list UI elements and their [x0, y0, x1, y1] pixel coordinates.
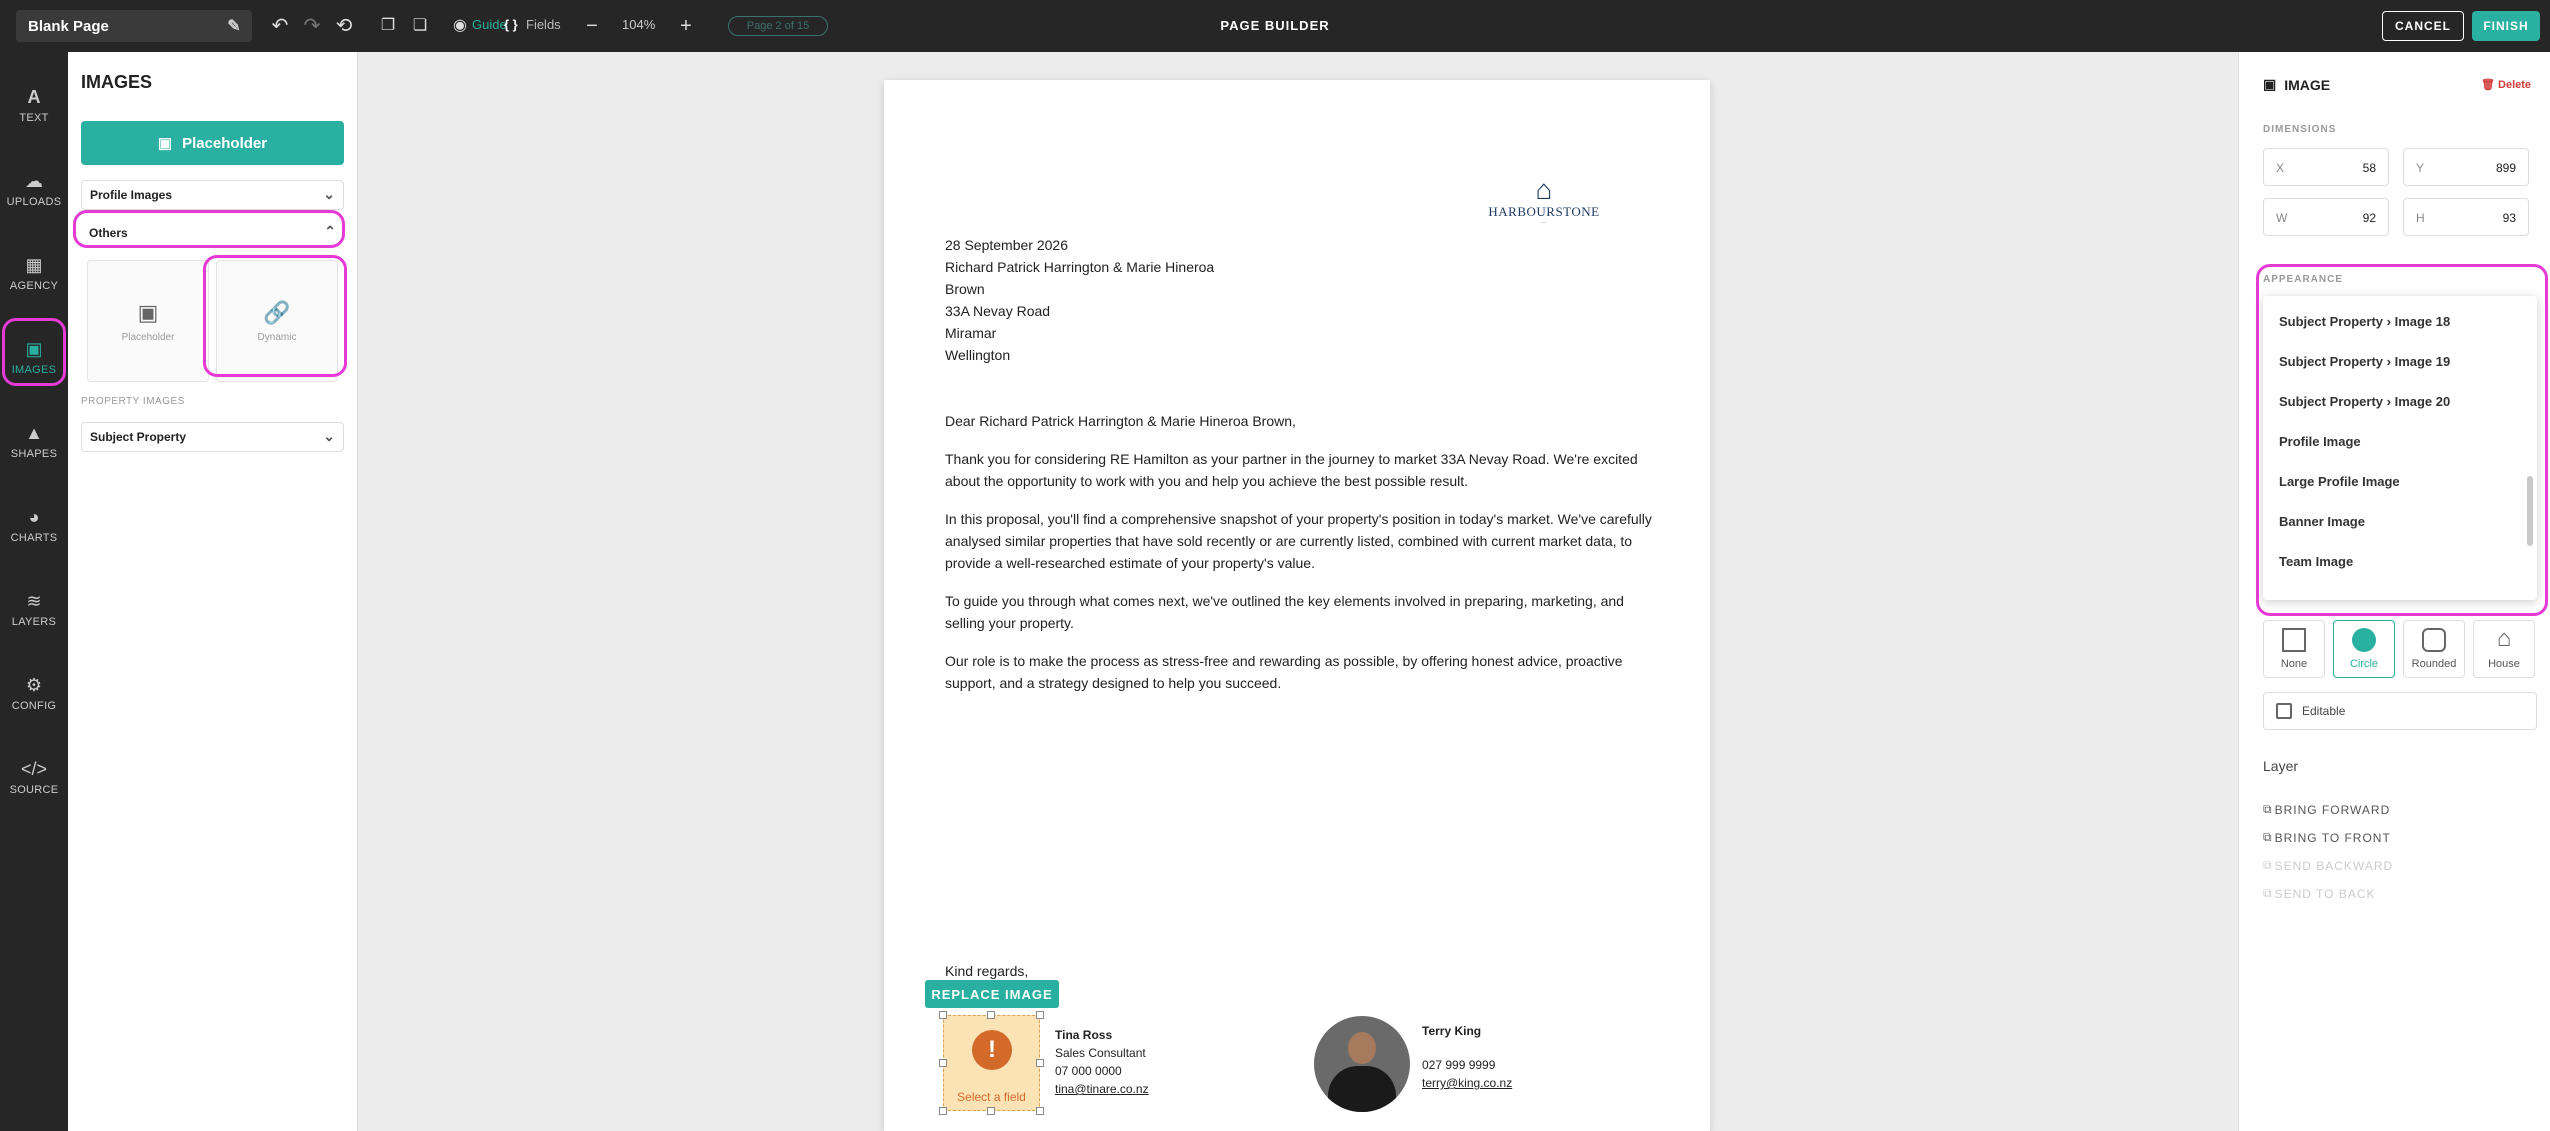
- subject-property-accordion[interactable]: [81, 422, 344, 452]
- letter-greeting[interactable]: Dear Richard Patrick Harrington & Marie Hineroa Brown,: [945, 413, 1296, 429]
- dropdown-option[interactable]: Banner Image: [2279, 514, 2365, 529]
- rail-label: TEXT: [19, 112, 49, 124]
- address-line[interactable]: Brown: [945, 281, 985, 297]
- address-line[interactable]: Wellington: [945, 347, 1011, 363]
- left-rail: [0, 52, 68, 1131]
- spacer: [1422, 1040, 1512, 1056]
- accordion-label: Others: [89, 226, 128, 240]
- layer-label: BRING TO FRONT: [2274, 830, 2391, 845]
- editable-label: Editable: [2302, 704, 2346, 718]
- agent-phone: 07 000 0000: [1055, 1064, 1122, 1078]
- document-name: Blank Page: [28, 17, 109, 35]
- select-field-text: Select a field: [957, 1090, 1026, 1104]
- house-icon: ⌂: [2496, 625, 2512, 652]
- circle-icon: [2352, 628, 2376, 652]
- rail-item-shapes[interactable]: [0, 406, 68, 476]
- agent-name: Terry King: [1422, 1024, 1482, 1038]
- rail-item-layers[interactable]: [0, 574, 68, 644]
- dimensions-label: DIMENSIONS: [2263, 124, 2337, 135]
- undo-icon[interactable]: ↶: [271, 15, 289, 37]
- image-icon: ▣: [137, 299, 159, 325]
- replace-image-button[interactable]: REPLACE IMAGE: [925, 980, 1059, 1008]
- rail-label: UPLOADS: [6, 196, 62, 208]
- field-value: 899: [2495, 161, 2516, 175]
- pie-chart-icon: ◕: [28, 507, 40, 527]
- dropdown-option[interactable]: Large Profile Image: [2279, 474, 2400, 489]
- gear-icon: ⚙: [25, 675, 43, 695]
- panel-title: IMAGES: [81, 72, 153, 92]
- chevron-down-icon: ⌄: [323, 186, 335, 202]
- history-icon[interactable]: ⟲: [335, 15, 353, 37]
- dropdown-option[interactable]: Subject Property › Image 20: [2279, 394, 2451, 409]
- shape-house-option[interactable]: [2473, 620, 2535, 678]
- zoom-level: 104%: [622, 17, 656, 32]
- eye-icon[interactable]: ◉: [453, 17, 467, 34]
- zoom-in-icon[interactable]: +: [680, 15, 692, 37]
- cancel-button[interactable]: CANCEL: [2382, 11, 2464, 41]
- finish-button[interactable]: FINISH: [2472, 11, 2540, 41]
- field-label: X: [2276, 161, 2285, 175]
- h-field[interactable]: [2403, 198, 2529, 236]
- section-label: PROPERTY IMAGES: [81, 396, 185, 407]
- properties-panel: [2238, 52, 2550, 1131]
- text-icon: A: [27, 87, 41, 107]
- shape-rounded-option[interactable]: [2403, 620, 2465, 678]
- resize-handle[interactable]: [987, 1107, 995, 1115]
- selected-image-placeholder[interactable]: [943, 1015, 1040, 1111]
- zoom-out-icon[interactable]: −: [586, 15, 598, 37]
- rail-label: IMAGES: [11, 364, 57, 376]
- address-line[interactable]: 33A Nevay Road: [945, 303, 1051, 319]
- resize-handle[interactable]: [939, 1011, 947, 1019]
- bring-forward-button[interactable]: [2263, 802, 2390, 817]
- code-icon: </>: [20, 759, 48, 779]
- layer-title: Layer: [2263, 758, 2299, 774]
- x-field[interactable]: [2263, 148, 2389, 186]
- appearance-label: APPEARANCE: [2263, 274, 2344, 285]
- resize-handle[interactable]: [939, 1107, 947, 1115]
- agent1-signature[interactable]: [1055, 1026, 1149, 1098]
- rail-item-text[interactable]: [0, 70, 68, 140]
- placeholder-button-label: Placeholder: [182, 134, 268, 152]
- resize-handle[interactable]: [987, 1011, 995, 1019]
- rail-item-uploads[interactable]: [0, 154, 68, 224]
- alert-icon: !: [972, 1030, 1012, 1070]
- field-label: W: [2276, 211, 2288, 225]
- shape-label: House: [2488, 658, 2520, 670]
- letter-closing[interactable]: Kind regards,: [945, 963, 1029, 979]
- redo-icon[interactable]: ↷: [303, 15, 321, 37]
- app-title: PAGE BUILDER: [1220, 18, 1330, 33]
- field-value: 92: [2362, 211, 2376, 225]
- rail-item-agency[interactable]: [0, 238, 68, 308]
- image-icon: ▣: [2263, 76, 2277, 92]
- layer-label: SEND TO BACK: [2274, 886, 2376, 901]
- layer-icon: ⧉: [2263, 802, 2273, 816]
- rounded-square-icon: [2422, 628, 2446, 652]
- avatar[interactable]: [1314, 1016, 1410, 1112]
- layer-icon: ⧉: [2263, 830, 2273, 844]
- agent2-signature[interactable]: [1422, 1022, 1512, 1092]
- properties-title-text: IMAGE: [2284, 76, 2331, 93]
- letter-paragraph[interactable]: Our role is to make the process as stress-free and rewarding as possible, by offering honest advice, proactive support, and a strategy designed to help you succeed.: [945, 653, 1623, 691]
- document-page[interactable]: [884, 80, 1710, 1131]
- shape-label: None: [2280, 658, 2308, 670]
- house-icon: ⌂: [1535, 174, 1553, 205]
- image-icon: ▣: [25, 339, 43, 359]
- trash-icon: 🗑: [2481, 79, 2495, 91]
- w-field[interactable]: [2263, 198, 2389, 236]
- cloud-upload-icon: ☁: [25, 171, 43, 191]
- page-indicator[interactable]: Page 2 of 15: [728, 16, 828, 36]
- agent-phone: 027 999 9999: [1422, 1058, 1496, 1072]
- accordion-label: Subject Property: [90, 430, 187, 444]
- paste-icon[interactable]: ❏: [412, 17, 428, 34]
- copy-icon[interactable]: ❐: [380, 17, 396, 34]
- y-field[interactable]: [2403, 148, 2529, 186]
- shapes-icon: ▲: [25, 423, 43, 443]
- rail-label: CONFIG: [11, 700, 57, 712]
- chevron-up-icon: ⌃: [324, 223, 336, 239]
- shape-none-option[interactable]: [2263, 620, 2325, 678]
- shape-label: Circle: [2349, 658, 2379, 670]
- highlight-dropdown: [2256, 264, 2548, 616]
- shape-circle-option[interactable]: [2333, 620, 2395, 678]
- checkbox-icon: [2276, 703, 2292, 719]
- field-value: 58: [2362, 161, 2376, 175]
- chevron-down-icon: ⌄: [323, 428, 335, 444]
- placeholder-tile[interactable]: [87, 260, 209, 382]
- dropdown-option[interactable]: Team Image: [2279, 554, 2354, 569]
- rail-label: SOURCE: [9, 784, 59, 796]
- braces-icon: { }: [504, 17, 518, 32]
- layer-icon: ⧉: [2263, 858, 2273, 872]
- dropdown-option[interactable]: Profile Image: [2279, 434, 2361, 449]
- layer-label: SEND BACKWARD: [2274, 858, 2394, 873]
- rail-label: LAYERS: [11, 616, 57, 628]
- rail-label: AGENCY: [9, 280, 59, 292]
- send-to-back-button[interactable]: [2263, 886, 2376, 901]
- letter-paragraph[interactable]: Thank you for considering RE Hamilton as your partner in the journey to market 33A Nevay Road. We're excited about the opportunity to work with you and help you achieve the best possible result.: [945, 451, 1638, 489]
- highlight-others: [73, 210, 345, 248]
- bring-to-front-button[interactable]: [2263, 830, 2391, 845]
- top-bar: [0, 0, 2550, 52]
- placeholder-button[interactable]: [81, 121, 344, 165]
- field-label: Y: [2416, 161, 2425, 175]
- avatar-body: [1328, 1066, 1396, 1112]
- rail-item-config[interactable]: [0, 658, 68, 728]
- letter-date[interactable]: 28 September 2026: [945, 237, 1068, 253]
- logo-tagline: —: [1541, 220, 1547, 226]
- editable-checkbox[interactable]: [2263, 692, 2537, 730]
- agent-email[interactable]: terry@king.co.nz: [1422, 1076, 1513, 1090]
- building-icon: ▦: [25, 255, 43, 275]
- letter-paragraph[interactable]: In this proposal, you'll find a comprehensive snapshot of your property's position in today's market. We've carefully analysed similar properties that have sold recently or are currently listed, combined with current market data, to provide a well-researched estimate of your property's value.: [945, 511, 1652, 571]
- tile-label: Placeholder: [121, 331, 175, 343]
- rail-label: CHARTS: [10, 532, 58, 544]
- letter-paragraph[interactable]: To guide you through what comes next, we've outlined the key elements involved in preparing, marketing, and selling your property.: [945, 593, 1624, 631]
- rail-label: SHAPES: [10, 448, 58, 460]
- agent-email[interactable]: tina@tinare.co.nz: [1055, 1082, 1149, 1096]
- square-icon: [2282, 628, 2306, 652]
- logo-brand: HARBOURSTONE: [1488, 204, 1600, 219]
- agency-logo[interactable]: [1484, 176, 1604, 226]
- layers-icon: ≋: [26, 591, 42, 611]
- delete-label: Delete: [2498, 79, 2532, 91]
- field-label: H: [2416, 211, 2425, 225]
- fields-toggle[interactable]: Fields: [526, 17, 561, 32]
- address-line[interactable]: Richard Patrick Harrington & Marie Hineroa: [945, 259, 1215, 275]
- profile-images-accordion[interactable]: [81, 180, 344, 210]
- image-icon: ▣: [157, 135, 173, 152]
- avatar-head: [1348, 1032, 1376, 1064]
- highlight-dynamic: [203, 255, 347, 377]
- properties-title: [2263, 76, 2330, 93]
- document-name-field[interactable]: [16, 10, 252, 42]
- resize-handle[interactable]: [1036, 1107, 1044, 1115]
- resize-handle[interactable]: [939, 1059, 947, 1067]
- send-backward-button[interactable]: [2263, 858, 2393, 873]
- resize-handle[interactable]: [1036, 1059, 1044, 1067]
- dropdown-option[interactable]: Subject Property › Image 18: [2279, 314, 2451, 329]
- resize-handle[interactable]: [1036, 1011, 1044, 1019]
- delete-button[interactable]: [2481, 78, 2531, 91]
- agent-title: Sales Consultant: [1055, 1046, 1146, 1060]
- accordion-label: Profile Images: [90, 188, 173, 202]
- dropdown-option[interactable]: Subject Property › Image 19: [2279, 354, 2451, 369]
- field-value: 93: [2502, 211, 2516, 225]
- link-icon: 🔗: [263, 299, 291, 325]
- pencil-icon[interactable]: ✎: [227, 18, 241, 35]
- rail-item-source[interactable]: [0, 742, 68, 812]
- address-line[interactable]: Miramar: [945, 325, 997, 341]
- tile-label: Dynamic: [257, 331, 297, 343]
- guide-toggle[interactable]: Guide: [472, 17, 507, 32]
- rail-item-charts[interactable]: [0, 490, 68, 560]
- shape-label: Rounded: [2411, 658, 2457, 670]
- layer-label: BRING FORWARD: [2274, 802, 2391, 817]
- layer-icon: ⧉: [2263, 886, 2273, 900]
- highlight-images-rail: [2, 318, 66, 386]
- agent-name: Tina Ross: [1055, 1028, 1113, 1042]
